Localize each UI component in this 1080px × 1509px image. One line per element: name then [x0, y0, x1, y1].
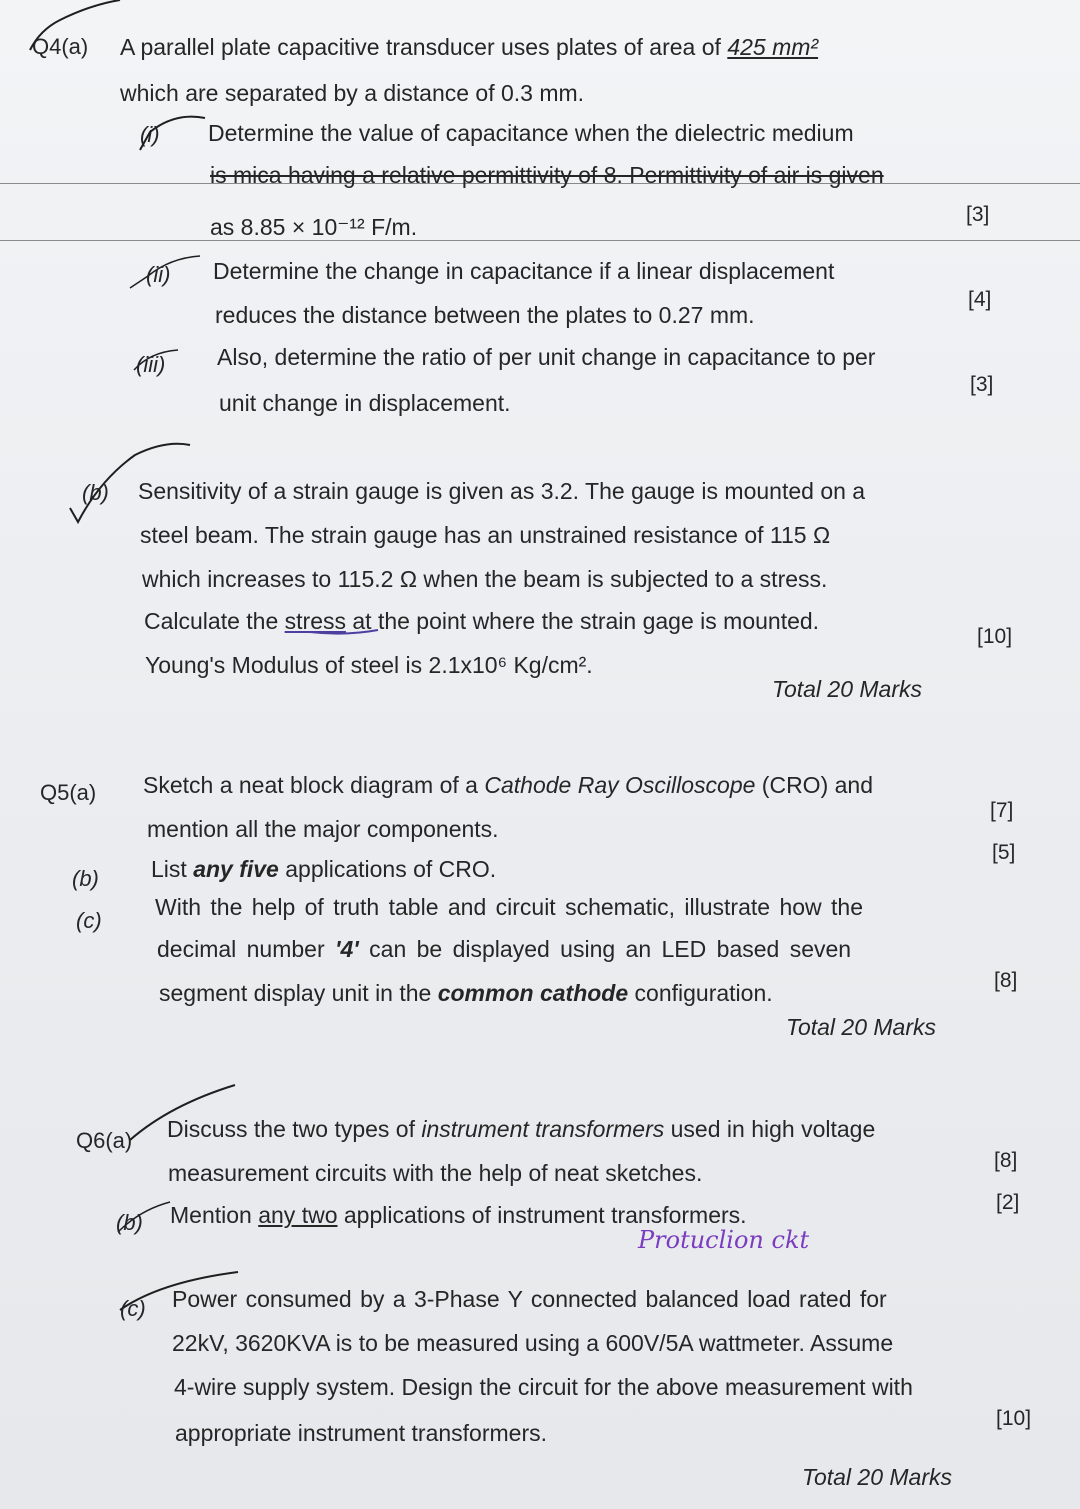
- q4i-line1: Determine the value of capacitance when the dielectric medium: [208, 120, 854, 146]
- q4i-line3: as 8.85 × 10⁻¹² F/m.: [210, 214, 418, 240]
- q6b-marks: [2]: [996, 1191, 1020, 1214]
- q6c-marks: [10]: [996, 1407, 1032, 1430]
- q5a-line2: mention all the major components.: [147, 816, 499, 842]
- q5c-line1: With the help of truth table and circuit schematic, illustrate how the: [155, 894, 863, 920]
- q4iii-label: (iii): [136, 352, 166, 377]
- q5c-four: '4': [335, 936, 359, 962]
- q5a-line1-post: (CRO) and: [755, 772, 873, 798]
- q6a-line1: [167, 1114, 875, 1144]
- q4b-line5: Young's Modulus of steel is 2.1x10⁶ Kg/cm².: [145, 652, 593, 678]
- q4b-line2: steel beam. The strain gauge has an unstrained resistance of 115 Ω: [140, 522, 831, 548]
- q4b-stress: stress: [284, 608, 346, 634]
- q5a-line1: [143, 770, 873, 800]
- q6c-line1: Power consumed by a 3-Phase Y connected balanced load rated for: [172, 1286, 887, 1312]
- q5c-line3-pre: segment display unit in the: [159, 980, 438, 1006]
- q5b-post: applications of CRO.: [278, 856, 497, 882]
- q5-label: Q5(a): [40, 780, 97, 805]
- q4iii-line1: Also, determine the ratio of per unit change in capacitance to per: [217, 344, 876, 370]
- q6b-any-two: any two: [258, 1202, 338, 1228]
- q4i-label: (i): [140, 122, 160, 147]
- q6c-line3: 4-wire supply system. Design the circuit for the above measurement with: [174, 1374, 913, 1400]
- q6c-line4: appropriate instrument transformers.: [175, 1420, 547, 1446]
- q5c-line3-post: configuration.: [628, 980, 773, 1006]
- q4a-line2: which are separated by a distance of 0.3 mm.: [120, 80, 585, 106]
- q5c-line3: [159, 978, 773, 1008]
- q5b-line: [151, 854, 496, 884]
- q5c-common-cathode: common cathode: [437, 980, 629, 1006]
- q4-total: Total 20 Marks: [772, 676, 922, 702]
- q4ii-line2: reduces the distance between the plates to 0.27 mm.: [215, 302, 755, 328]
- q5a-line1-pre: Sketch a neat block diagram of a: [143, 772, 485, 798]
- q5c-label: (c): [76, 908, 102, 933]
- q4iii-marks: [3]: [970, 373, 994, 396]
- q4a-line1-text: A parallel plate capacitive transducer uses plates of area of: [120, 34, 728, 60]
- q4b-line4-post: at the point where the strain gage is mounted.: [345, 608, 820, 634]
- q5c-line2-post: can be displayed using an LED based seven: [358, 936, 852, 962]
- q6b-post: applications of instrument transformers.: [337, 1202, 747, 1228]
- q5c-line2: [157, 934, 851, 964]
- q6a-line1-pre: Discuss the two types of: [167, 1116, 422, 1142]
- q6-label: Q6(a): [76, 1128, 133, 1153]
- q4ii-line1: Determine the change in capacitance if a linear displacement: [213, 258, 835, 284]
- q5c-marks: [8]: [994, 969, 1018, 992]
- q5a-cro: Cathode Ray Oscilloscope: [484, 772, 756, 798]
- q4b-line1: Sensitivity of a strain gauge is given as 3.2. The gauge is mounted on a: [138, 478, 866, 504]
- q4b-marks: [10]: [977, 625, 1013, 648]
- q5-total: Total 20 Marks: [786, 1014, 936, 1040]
- q4a-line1: [120, 32, 818, 62]
- q6b-pre: Mention: [170, 1202, 259, 1228]
- q5b-marks: [5]: [992, 841, 1016, 864]
- fold-line-2: [0, 240, 1080, 241]
- q5a-marks: [7]: [990, 799, 1014, 822]
- q4iii-line2: unit change in displacement.: [219, 390, 511, 416]
- q5b-any-five: any five: [193, 856, 279, 882]
- q6c-label: (c): [120, 1296, 146, 1321]
- q4b-line3: which increases to 115.2 Ω when the beam is subjected to a stress.: [142, 566, 828, 592]
- q4ii-label: (ii): [146, 262, 171, 287]
- q6a-instrument-transformers: instrument transformers: [421, 1116, 665, 1142]
- q4i-marks: [3]: [966, 203, 990, 226]
- q6-total: Total 20 Marks: [802, 1464, 952, 1490]
- q6a-marks: [8]: [994, 1149, 1018, 1172]
- q5c-line2-pre: decimal number: [157, 936, 336, 962]
- q4b-line4-pre: Calculate the: [144, 608, 285, 634]
- q6b-handwritten-note: Protuclion ckt: [638, 1226, 810, 1254]
- q4b-line4: [144, 606, 819, 636]
- q5b-label: (b): [72, 866, 99, 891]
- q4i-line2: is mica having a relative permittivity of 8. Permittivity of air is given: [210, 162, 884, 188]
- q6c-line2: 22kV, 3620KVA is to be measured using a 600V/5A wattmeter. Assume: [172, 1330, 894, 1356]
- q4-label: Q4(a): [32, 34, 89, 59]
- q5b-pre: List: [151, 856, 194, 882]
- q6a-line1-post: used in high voltage: [664, 1116, 876, 1142]
- q6b-label: (b): [116, 1210, 143, 1235]
- q4a-area: 425 mm²: [727, 34, 819, 60]
- q4ii-marks: [4]: [968, 288, 992, 311]
- q4b-label: (b): [82, 480, 109, 505]
- q6a-line2: measurement circuits with the help of neat sketches.: [168, 1160, 703, 1186]
